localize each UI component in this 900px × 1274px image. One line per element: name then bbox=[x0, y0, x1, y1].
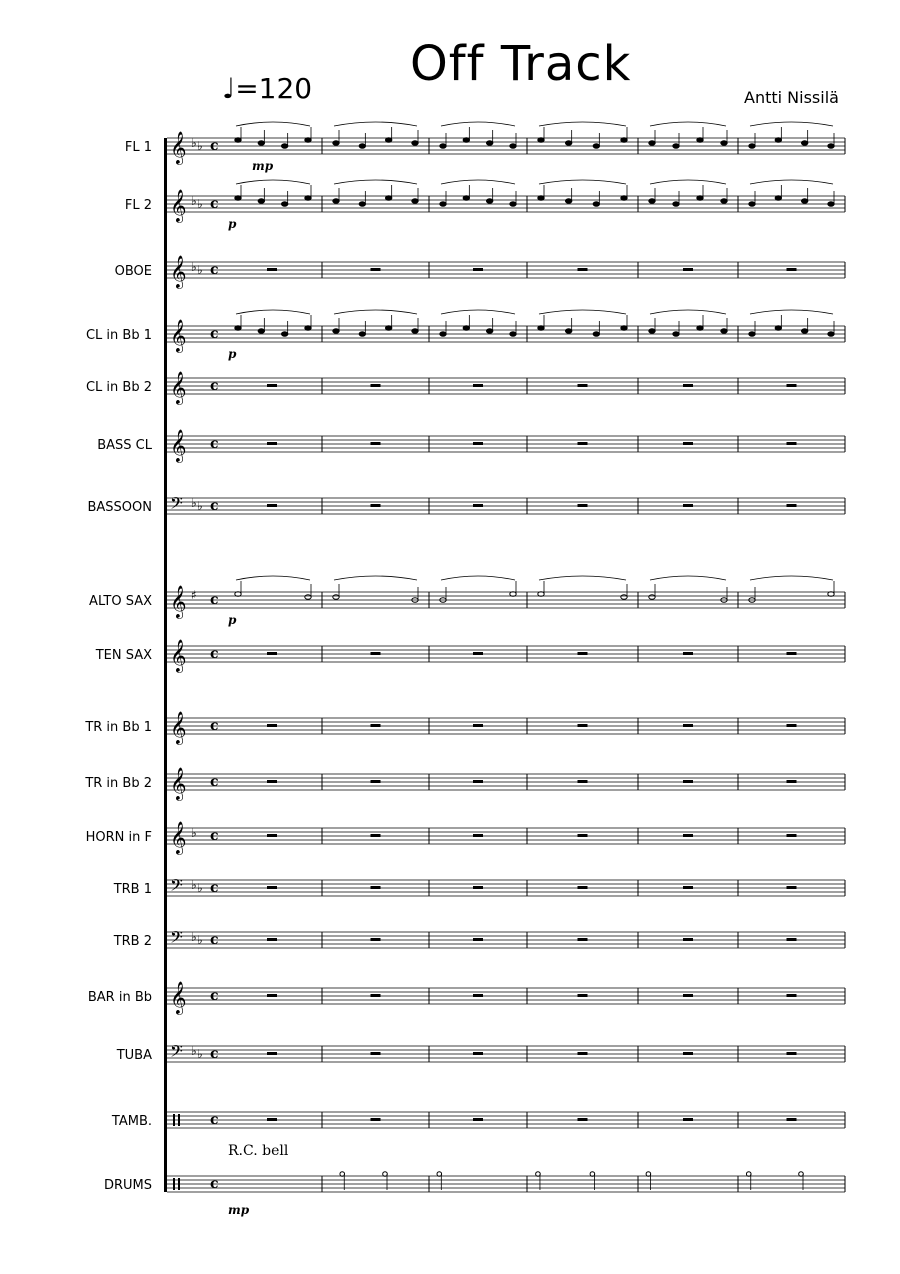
bass-clef: 𝄢 bbox=[170, 1041, 183, 1065]
notehead bbox=[649, 329, 655, 334]
notehead bbox=[281, 202, 287, 207]
whole-rest bbox=[267, 504, 277, 507]
whole-rest bbox=[683, 780, 693, 783]
time-signature: c bbox=[210, 718, 219, 734]
whole-rest bbox=[578, 652, 588, 655]
notehead bbox=[463, 196, 469, 201]
whole-rest bbox=[578, 886, 588, 889]
treble-clef: 𝄞 bbox=[170, 371, 187, 404]
slur bbox=[334, 576, 417, 580]
whole-rest bbox=[371, 504, 381, 507]
notehead bbox=[333, 199, 339, 204]
whole-rest bbox=[787, 886, 797, 889]
notehead bbox=[440, 332, 446, 337]
whole-rest bbox=[473, 724, 483, 727]
notehead bbox=[565, 329, 571, 334]
treble-clef: 𝄞 bbox=[170, 821, 187, 854]
whole-rest bbox=[683, 724, 693, 727]
notehead bbox=[565, 199, 571, 204]
composer-name: Antti Nissilä bbox=[744, 88, 839, 107]
notehead bbox=[333, 595, 339, 600]
slur bbox=[750, 122, 833, 126]
staff-label: TR in Bb 1 bbox=[85, 720, 152, 735]
whole-rest bbox=[267, 652, 277, 655]
treble-clef: 𝄞 bbox=[170, 189, 187, 222]
staff-label: DRUMS bbox=[103, 1178, 152, 1193]
notehead bbox=[538, 326, 544, 331]
whole-rest bbox=[787, 994, 797, 997]
slur bbox=[441, 180, 515, 184]
staff-label: ALTO SAX bbox=[89, 594, 152, 609]
flat-sign: ♭ bbox=[191, 496, 197, 510]
time-signature: c bbox=[210, 988, 219, 1004]
notehead bbox=[510, 332, 516, 337]
treble-clef: 𝄞 bbox=[170, 429, 187, 462]
notehead bbox=[721, 141, 727, 146]
whole-rest bbox=[473, 834, 483, 837]
whole-rest bbox=[787, 834, 797, 837]
treble-clef: 𝄞 bbox=[170, 585, 187, 618]
time-signature: c bbox=[210, 326, 219, 342]
sharp-sign: ♯ bbox=[191, 588, 197, 602]
slur bbox=[441, 576, 515, 580]
staff-label: OBOE bbox=[114, 264, 152, 279]
notehead bbox=[235, 138, 241, 143]
treble-clef: 𝄞 bbox=[170, 639, 187, 672]
whole-rest bbox=[267, 1052, 277, 1055]
notehead bbox=[828, 144, 834, 149]
staff-label: TR in Bb 2 bbox=[85, 776, 152, 791]
whole-rest bbox=[578, 780, 588, 783]
staff-label: HORN in F bbox=[85, 830, 152, 845]
whole-rest bbox=[683, 994, 693, 997]
notehead bbox=[828, 332, 834, 337]
flat-sign: ♭ bbox=[197, 1047, 203, 1061]
notehead bbox=[673, 144, 679, 149]
notehead bbox=[486, 141, 492, 146]
notehead bbox=[333, 329, 339, 334]
slur bbox=[236, 122, 310, 126]
notehead bbox=[621, 196, 627, 201]
whole-rest bbox=[473, 384, 483, 387]
notehead bbox=[305, 595, 311, 600]
flat-sign: ♭ bbox=[191, 826, 197, 840]
percussion-clef bbox=[173, 1178, 175, 1190]
notehead bbox=[359, 202, 365, 207]
staff-label: TAMB. bbox=[111, 1114, 152, 1129]
flat-sign: ♭ bbox=[191, 136, 197, 150]
flat-sign: ♭ bbox=[197, 263, 203, 277]
notehead bbox=[621, 138, 627, 143]
bass-clef: 𝄢 bbox=[170, 493, 183, 517]
notehead bbox=[359, 332, 365, 337]
notehead bbox=[305, 196, 311, 201]
notehead bbox=[258, 141, 264, 146]
whole-rest bbox=[267, 780, 277, 783]
whole-rest bbox=[371, 780, 381, 783]
staff-label: BASSOON bbox=[87, 500, 152, 515]
time-signature: c bbox=[210, 592, 219, 608]
whole-rest bbox=[683, 1118, 693, 1121]
notehead bbox=[673, 202, 679, 207]
dynamic-marking: p bbox=[228, 613, 237, 627]
whole-rest bbox=[578, 1052, 588, 1055]
time-signature: c bbox=[210, 932, 219, 948]
time-signature: c bbox=[210, 1046, 219, 1062]
treble-clef: 𝄞 bbox=[170, 255, 187, 288]
whole-rest bbox=[473, 504, 483, 507]
notehead bbox=[486, 199, 492, 204]
staff-label: TRB 2 bbox=[113, 934, 152, 949]
notehead bbox=[721, 329, 727, 334]
slur bbox=[539, 180, 626, 184]
time-signature: c bbox=[210, 828, 219, 844]
whole-rest bbox=[267, 442, 277, 445]
notehead bbox=[385, 326, 391, 331]
notehead bbox=[621, 326, 627, 331]
whole-rest bbox=[267, 1118, 277, 1121]
whole-rest bbox=[683, 886, 693, 889]
whole-rest bbox=[683, 652, 693, 655]
percussion-clef bbox=[173, 1114, 175, 1126]
notehead bbox=[235, 326, 241, 331]
slur bbox=[334, 310, 417, 314]
slur bbox=[236, 180, 310, 184]
slur bbox=[750, 180, 833, 184]
time-signature: c bbox=[210, 646, 219, 662]
time-signature: c bbox=[210, 378, 219, 394]
notehead bbox=[235, 196, 241, 201]
whole-rest bbox=[267, 384, 277, 387]
slur bbox=[750, 576, 833, 580]
whole-rest bbox=[371, 442, 381, 445]
treble-clef: 𝄞 bbox=[170, 767, 187, 800]
notehead bbox=[412, 199, 418, 204]
whole-rest bbox=[371, 834, 381, 837]
staff-label: CL in Bb 2 bbox=[85, 380, 152, 395]
notehead bbox=[538, 196, 544, 201]
notehead bbox=[697, 196, 703, 201]
treble-clef: 𝄞 bbox=[170, 319, 187, 352]
whole-rest bbox=[787, 938, 797, 941]
notehead bbox=[749, 202, 755, 207]
whole-rest bbox=[267, 938, 277, 941]
system-bracket bbox=[164, 138, 167, 1192]
notehead bbox=[749, 144, 755, 149]
whole-rest bbox=[371, 652, 381, 655]
notehead bbox=[649, 141, 655, 146]
slur bbox=[650, 122, 726, 126]
notehead bbox=[510, 202, 516, 207]
notehead bbox=[412, 141, 418, 146]
whole-rest bbox=[787, 268, 797, 271]
whole-rest bbox=[473, 994, 483, 997]
dynamic-marking: mp bbox=[252, 159, 274, 173]
notehead bbox=[281, 144, 287, 149]
whole-rest bbox=[787, 442, 797, 445]
whole-rest bbox=[371, 1052, 381, 1055]
staff-label: CL in Bb 1 bbox=[85, 328, 152, 343]
flat-sign: ♭ bbox=[191, 194, 197, 208]
whole-rest bbox=[787, 504, 797, 507]
notehead bbox=[305, 326, 311, 331]
whole-rest bbox=[267, 268, 277, 271]
notehead bbox=[538, 138, 544, 143]
flat-sign: ♭ bbox=[191, 260, 197, 274]
flat-sign: ♭ bbox=[197, 197, 203, 211]
notehead bbox=[593, 202, 599, 207]
slur bbox=[441, 310, 515, 314]
notehead bbox=[385, 138, 391, 143]
whole-rest bbox=[578, 724, 588, 727]
whole-rest bbox=[578, 1118, 588, 1121]
notehead bbox=[281, 332, 287, 337]
notehead bbox=[801, 329, 807, 334]
flat-sign: ♭ bbox=[191, 1044, 197, 1058]
notehead bbox=[565, 141, 571, 146]
whole-rest bbox=[578, 504, 588, 507]
notehead bbox=[775, 326, 781, 331]
dynamic-marking: p bbox=[228, 347, 237, 361]
notehead bbox=[721, 199, 727, 204]
whole-rest bbox=[683, 268, 693, 271]
whole-rest bbox=[473, 780, 483, 783]
whole-rest bbox=[371, 886, 381, 889]
notehead bbox=[649, 595, 655, 600]
whole-rest bbox=[473, 652, 483, 655]
staff-label: BAR in Bb bbox=[87, 990, 152, 1005]
tempo-marking: ♩=120 bbox=[222, 72, 313, 105]
notehead bbox=[463, 326, 469, 331]
notehead bbox=[621, 595, 627, 600]
whole-rest bbox=[371, 938, 381, 941]
time-signature: c bbox=[210, 1112, 219, 1128]
staff-label: FL 1 bbox=[124, 140, 152, 155]
notehead bbox=[801, 141, 807, 146]
notehead bbox=[258, 199, 264, 204]
whole-rest bbox=[683, 1052, 693, 1055]
whole-rest bbox=[787, 1118, 797, 1121]
whole-rest bbox=[683, 442, 693, 445]
whole-rest bbox=[473, 1118, 483, 1121]
bass-clef: 𝄢 bbox=[170, 927, 183, 951]
whole-rest bbox=[578, 268, 588, 271]
dynamic-marking: mp bbox=[228, 1203, 250, 1217]
whole-rest bbox=[683, 504, 693, 507]
flat-sign: ♭ bbox=[197, 933, 203, 947]
time-signature: c bbox=[210, 1176, 219, 1192]
whole-rest bbox=[787, 384, 797, 387]
percussion-clef bbox=[178, 1178, 180, 1190]
dynamic-marking: p bbox=[228, 217, 237, 231]
time-signature: c bbox=[210, 138, 219, 154]
slur bbox=[650, 180, 726, 184]
slur bbox=[236, 576, 310, 580]
whole-rest bbox=[683, 384, 693, 387]
notehead bbox=[359, 144, 365, 149]
staff-label: TRB 1 bbox=[113, 882, 152, 897]
notehead bbox=[412, 329, 418, 334]
whole-rest bbox=[578, 938, 588, 941]
whole-rest bbox=[267, 994, 277, 997]
time-signature: c bbox=[210, 196, 219, 212]
slur bbox=[539, 576, 626, 580]
notehead bbox=[463, 138, 469, 143]
time-signature: c bbox=[210, 774, 219, 790]
notehead bbox=[697, 138, 703, 143]
whole-rest bbox=[578, 384, 588, 387]
time-signature: c bbox=[210, 262, 219, 278]
whole-rest bbox=[683, 938, 693, 941]
notehead bbox=[828, 202, 834, 207]
notehead bbox=[305, 138, 311, 143]
whole-rest bbox=[787, 780, 797, 783]
whole-rest bbox=[267, 834, 277, 837]
slur bbox=[650, 576, 726, 580]
notehead bbox=[510, 144, 516, 149]
notehead bbox=[385, 196, 391, 201]
whole-rest bbox=[473, 886, 483, 889]
staff-label: TUBA bbox=[116, 1048, 152, 1063]
slur bbox=[650, 310, 726, 314]
notehead bbox=[801, 199, 807, 204]
slur bbox=[236, 310, 310, 314]
drums-annotation: R.C. bell bbox=[228, 1143, 289, 1159]
percussion-clef bbox=[178, 1114, 180, 1126]
slur bbox=[539, 122, 626, 126]
bass-clef: 𝄢 bbox=[170, 875, 183, 899]
whole-rest bbox=[371, 384, 381, 387]
notehead bbox=[333, 141, 339, 146]
notehead bbox=[775, 138, 781, 143]
whole-rest bbox=[578, 994, 588, 997]
notehead bbox=[673, 332, 679, 337]
whole-rest bbox=[683, 834, 693, 837]
slur bbox=[539, 310, 626, 314]
notehead bbox=[649, 199, 655, 204]
whole-rest bbox=[267, 886, 277, 889]
whole-rest bbox=[787, 652, 797, 655]
staff-label: TEN SAX bbox=[95, 648, 152, 663]
notehead bbox=[258, 329, 264, 334]
whole-rest bbox=[473, 1052, 483, 1055]
flat-sign: ♭ bbox=[197, 499, 203, 513]
score-title: Off Track bbox=[410, 36, 632, 92]
flat-sign: ♭ bbox=[197, 881, 203, 895]
slur bbox=[441, 122, 515, 126]
whole-rest bbox=[371, 1118, 381, 1121]
notehead bbox=[486, 329, 492, 334]
whole-rest bbox=[473, 442, 483, 445]
whole-rest bbox=[267, 724, 277, 727]
flat-sign: ♭ bbox=[191, 930, 197, 944]
time-signature: c bbox=[210, 436, 219, 452]
whole-rest bbox=[578, 834, 588, 837]
notehead bbox=[749, 332, 755, 337]
treble-clef: 𝄞 bbox=[170, 711, 187, 744]
staff-label: FL 2 bbox=[124, 198, 152, 213]
notehead bbox=[593, 332, 599, 337]
notehead bbox=[697, 326, 703, 331]
notehead bbox=[593, 144, 599, 149]
whole-rest bbox=[787, 724, 797, 727]
staff-label: BASS CL bbox=[97, 438, 152, 453]
notehead bbox=[775, 196, 781, 201]
whole-rest bbox=[787, 1052, 797, 1055]
slur bbox=[334, 180, 417, 184]
time-signature: c bbox=[210, 498, 219, 514]
notehead bbox=[440, 202, 446, 207]
slur bbox=[334, 122, 417, 126]
notehead bbox=[440, 144, 446, 149]
time-signature: c bbox=[210, 880, 219, 896]
flat-sign: ♭ bbox=[191, 878, 197, 892]
treble-clef: 𝄞 bbox=[170, 131, 187, 164]
flat-sign: ♭ bbox=[197, 139, 203, 153]
whole-rest bbox=[473, 938, 483, 941]
whole-rest bbox=[371, 994, 381, 997]
whole-rest bbox=[371, 268, 381, 271]
whole-rest bbox=[578, 442, 588, 445]
treble-clef: 𝄞 bbox=[170, 981, 187, 1014]
slur bbox=[750, 310, 833, 314]
whole-rest bbox=[473, 268, 483, 271]
whole-rest bbox=[371, 724, 381, 727]
